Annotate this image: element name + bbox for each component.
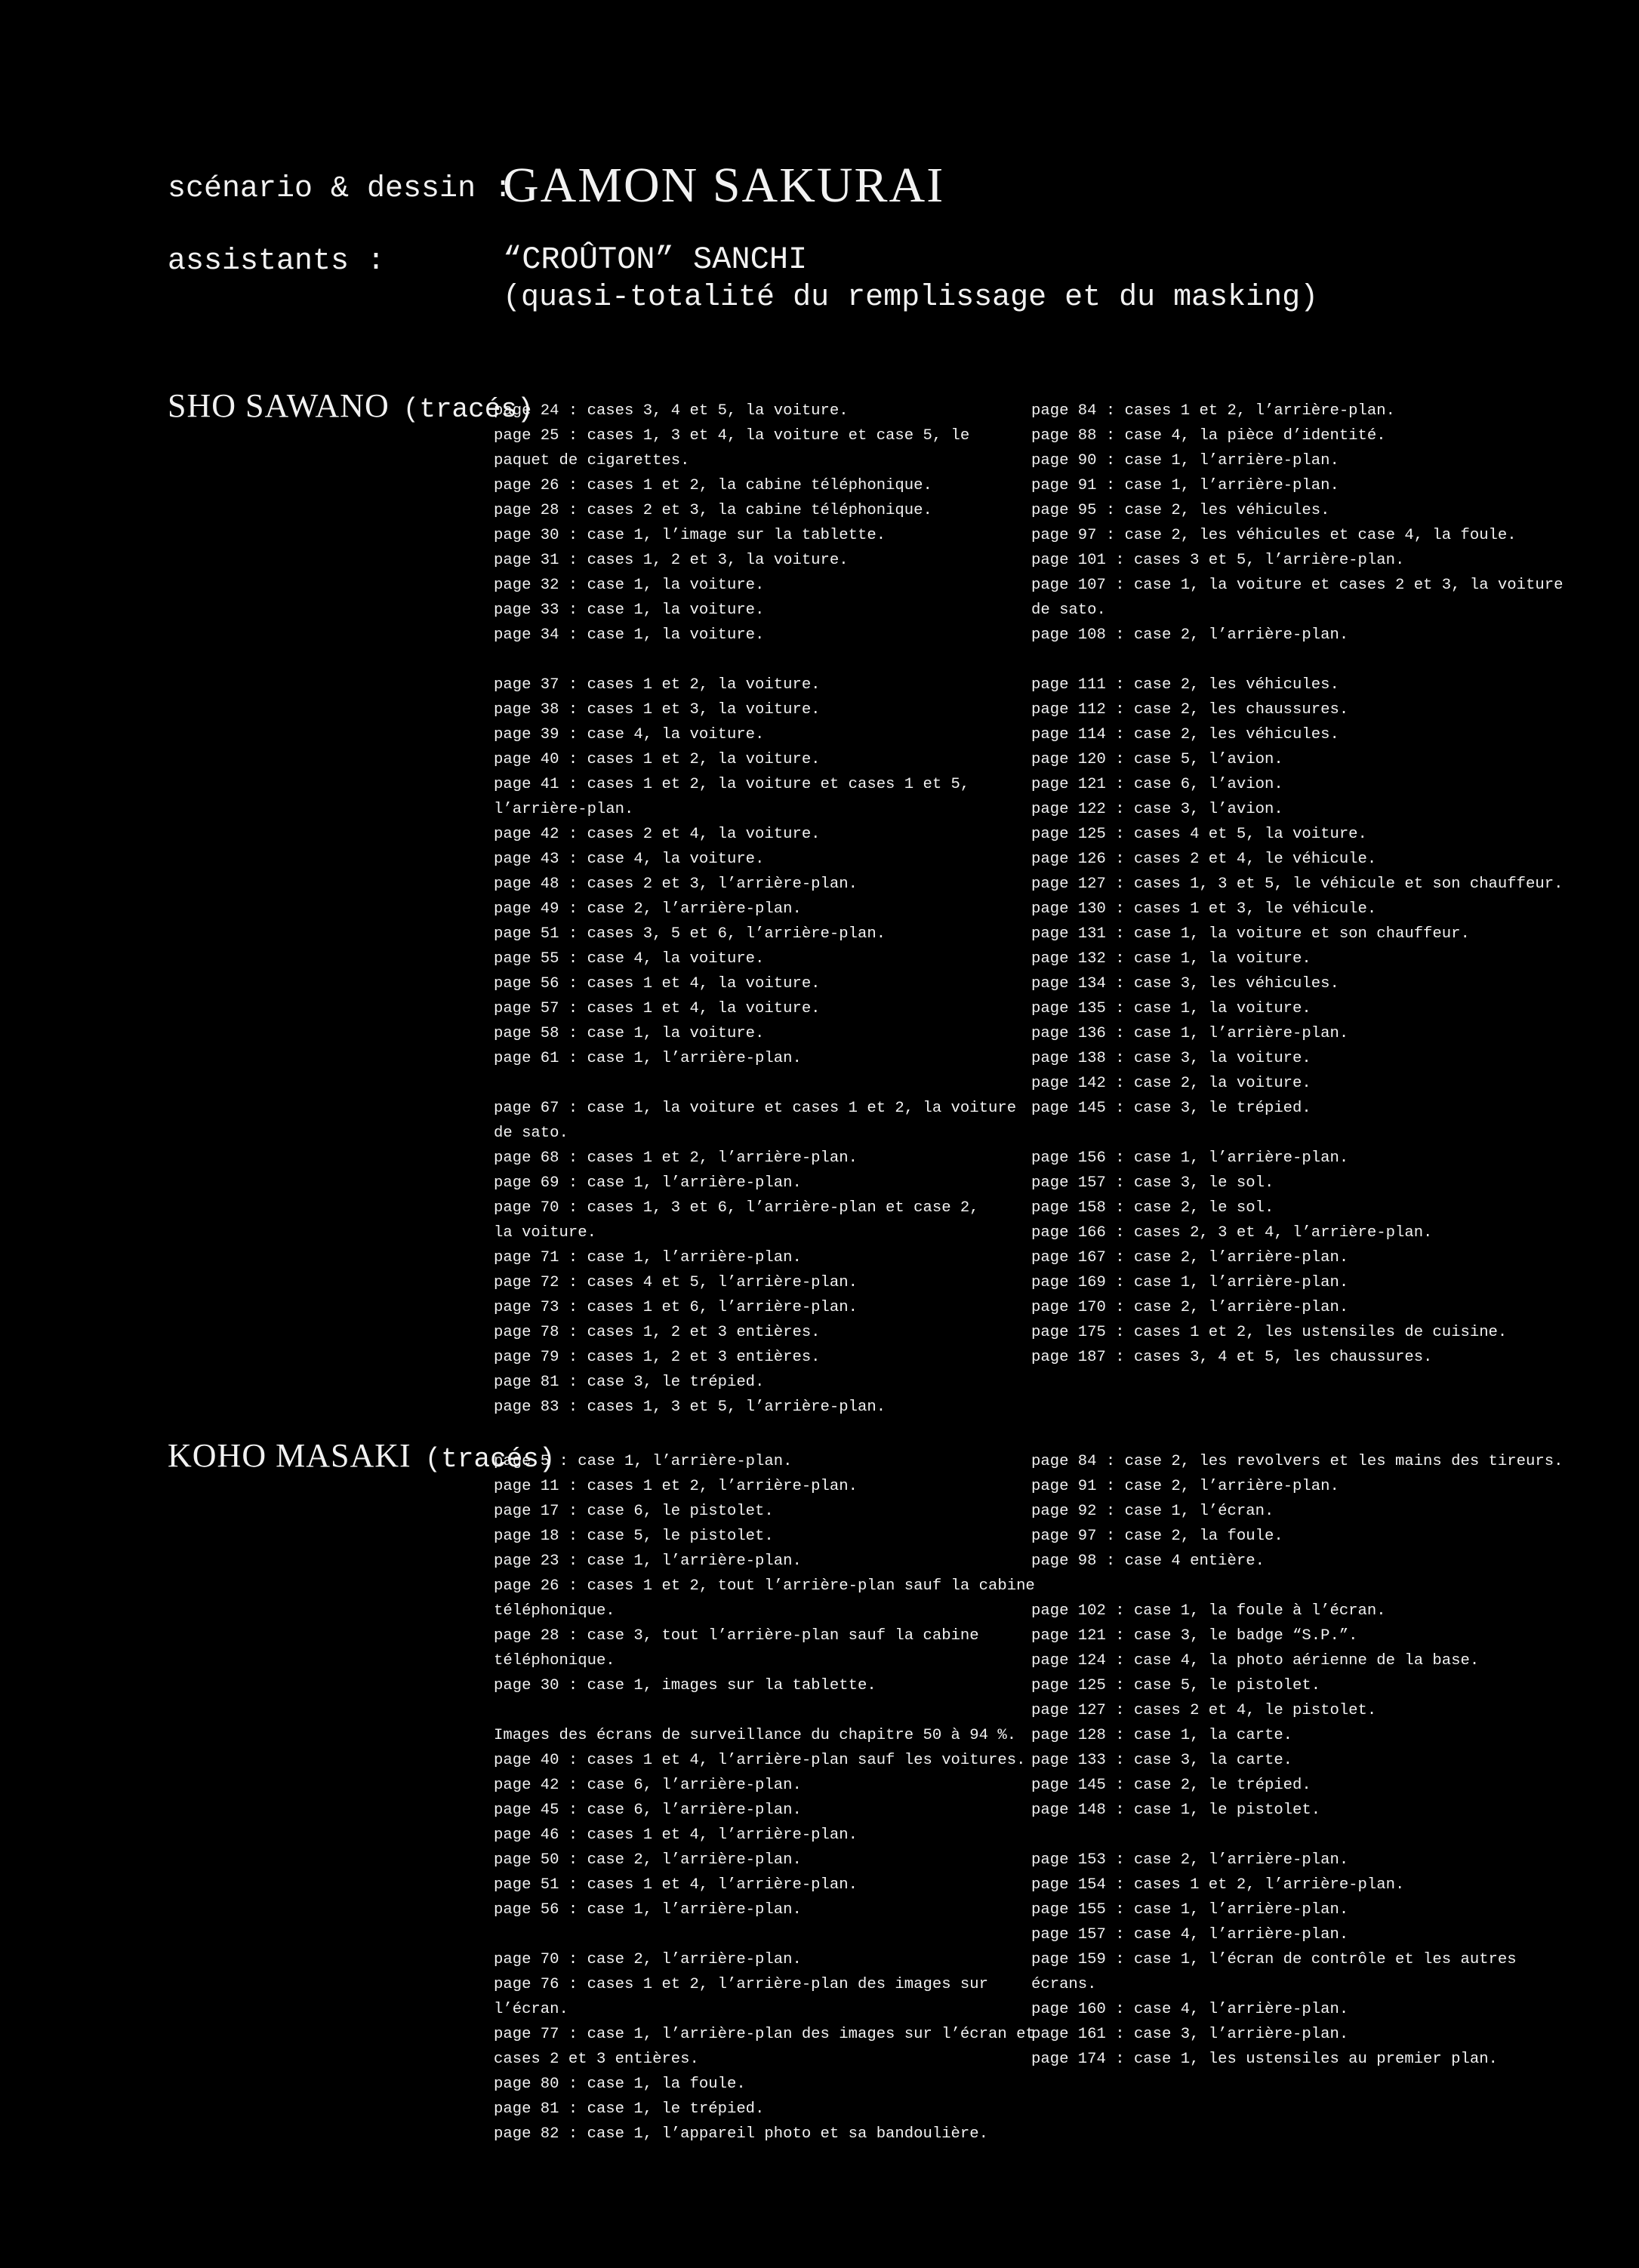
koho-masaki-right-column <box>1031 1449 1605 2072</box>
credit-line: page 56 : case 1, l’arrière-plan. <box>494 1901 802 1919</box>
credit-line: page 37 : cases 1 et 2, la voiture. <box>494 676 821 694</box>
credit-line: page 122 : case 3, l’avion. <box>1031 801 1283 818</box>
credit-line: page 166 : cases 2, 3 et 4, l’arrière-plan. <box>1031 1224 1433 1242</box>
credit-line: page 175 : cases 1 et 2, les ustensiles de cuisine. <box>1031 1324 1508 1341</box>
credit-line: page 169 : case 1, l’arrière-plan. <box>1031 1274 1349 1291</box>
credit-line: l’écran. <box>494 2001 568 2018</box>
credit-line: page 114 : case 2, les véhicules. <box>1031 726 1339 743</box>
credit-line: page 40 : cases 1 et 4, l’arrière-plan sauf les voitures. <box>494 1752 1026 1769</box>
credit-line: page 125 : case 5, le pistolet. <box>1031 1677 1321 1694</box>
credit-line: page 84 : case 2, les revolvers et les mains des tireurs. <box>1031 1453 1564 1470</box>
credit-line: page 51 : cases 3, 5 et 6, l’arrière-plan. <box>494 925 886 943</box>
credit-line: page 90 : case 1, l’arrière-plan. <box>1031 452 1339 469</box>
spacer <box>494 1071 1015 1096</box>
credit-line: page 112 : case 2, les chaussures. <box>1031 701 1349 719</box>
credit-line: page 187 : cases 3, 4 et 5, les chaussures. <box>1031 1349 1433 1366</box>
credit-line: page 41 : cases 1 et 2, la voiture et cases 1 et 5, <box>494 776 970 793</box>
credit-line: page 61 : case 1, l’arrière-plan. <box>494 1050 802 1067</box>
credit-line: page 145 : case 3, le trépied. <box>1031 1100 1311 1117</box>
credit-line: page 30 : case 1, l’image sur la tablette. <box>494 527 886 544</box>
credit-line: page 157 : case 3, le sol. <box>1031 1174 1274 1192</box>
credit-line: paquet de cigarettes. <box>494 452 690 469</box>
credit-line: page 26 : cases 1 et 2, la cabine téléphonique. <box>494 477 932 494</box>
spacer <box>1031 1574 1605 1599</box>
credit-line: page 124 : case 4, la photo aérienne de la base. <box>1031 1652 1480 1669</box>
credit-line: page 23 : case 1, l’arrière-plan. <box>494 1553 802 1570</box>
credit-line: page 80 : case 1, la foule. <box>494 2076 746 2093</box>
credit-line: page 132 : case 1, la voiture. <box>1031 950 1311 968</box>
credit-line: page 153 : case 2, l’arrière-plan. <box>1031 1851 1349 1869</box>
credit-line: page 101 : cases 3 et 5, l’arrière-plan. <box>1031 552 1405 569</box>
credit-line: page 70 : case 2, l’arrière-plan. <box>494 1951 802 1968</box>
credit-line: page 160 : case 4, l’arrière-plan. <box>1031 2001 1349 2018</box>
credit-line: page 148 : case 1, le pistolet. <box>1031 1802 1321 1819</box>
credit-line: page 107 : case 1, la voiture et cases 2 et 3, la voiture <box>1031 577 1564 594</box>
credit-line: page 142 : case 2, la voiture. <box>1031 1075 1311 1092</box>
section-name: SHO SAWANO <box>168 387 390 424</box>
spacer <box>1031 1823 1605 1848</box>
credit-line: page 127 : cases 2 et 4, le pistolet. <box>1031 1702 1377 1719</box>
credit-line: page 126 : cases 2 et 4, le véhicule. <box>1031 851 1377 868</box>
credit-line: page 70 : cases 1, 3 et 6, l’arrière-plan et case 2, <box>494 1199 979 1217</box>
credit-line: l’arrière-plan. <box>494 801 634 818</box>
credit-line: page 34 : case 1, la voiture. <box>494 626 765 644</box>
credit-line: page 33 : case 1, la voiture. <box>494 602 765 619</box>
credit-line: page 77 : case 1, l’arrière-plan des images sur l’écran et <box>494 2026 1035 2043</box>
credit-line: page 48 : cases 2 et 3, l’arrière-plan. <box>494 876 858 893</box>
credit-line: page 158 : case 2, le sol. <box>1031 1199 1274 1217</box>
credit-line: page 28 : cases 2 et 3, la cabine téléphonique. <box>494 502 932 519</box>
credit-line: page 46 : cases 1 et 4, l’arrière-plan. <box>494 1826 858 1844</box>
author-name: GAMON SAKURAI <box>503 158 945 213</box>
credit-line: page 83 : cases 1, 3 et 5, l’arrière-plan. <box>494 1399 886 1416</box>
koho-masaki-left-column <box>494 1449 1035 2146</box>
scenario-label: scénario & dessin : <box>168 172 513 206</box>
credit-line: page 133 : case 3, la carte. <box>1031 1752 1293 1769</box>
credit-line: page 108 : case 2, l’arrière-plan. <box>1031 626 1349 644</box>
credit-line: page 30 : case 1, images sur la tablette. <box>494 1677 876 1694</box>
credit-line: page 102 : case 1, la foule à l’écran. <box>1031 1602 1386 1620</box>
assistant-name: “CROÛTON” SANCHI <box>503 242 808 278</box>
credit-line: page 49 : case 2, l’arrière-plan. <box>494 900 802 918</box>
sho-sawano-right-column <box>1031 399 1605 1370</box>
credit-line: page 18 : case 5, le pistolet. <box>494 1528 774 1545</box>
section-heading-sho-sawano <box>168 386 534 425</box>
credit-line: page 51 : cases 1 et 4, l’arrière-plan. <box>494 1876 858 1894</box>
credit-line: page 78 : cases 1, 2 et 3 entières. <box>494 1324 821 1341</box>
credit-line: page 84 : cases 1 et 2, l’arrière-plan. <box>1031 402 1395 420</box>
credit-line: page 73 : cases 1 et 6, l’arrière-plan. <box>494 1299 858 1316</box>
sho-sawano-left-column <box>494 399 1015 1420</box>
credit-line: page 174 : case 1, les ustensiles au premier plan. <box>1031 2051 1498 2068</box>
credit-line: page 24 : cases 3, 4 et 5, la voiture. <box>494 402 849 420</box>
credit-line: page 42 : cases 2 et 4, la voiture. <box>494 826 821 843</box>
credit-line: page 40 : cases 1 et 2, la voiture. <box>494 751 821 768</box>
credit-line: page 111 : case 2, les véhicules. <box>1031 676 1339 694</box>
credit-line: page 121 : case 6, l’avion. <box>1031 776 1283 793</box>
credit-line: page 43 : case 4, la voiture. <box>494 851 765 868</box>
spacer <box>494 1922 1015 1947</box>
section-name: KOHO MASAKI <box>168 1437 411 1474</box>
credit-line: de sato. <box>494 1125 568 1142</box>
credit-line: téléphonique. <box>494 1652 615 1669</box>
spacer <box>494 648 1015 672</box>
credit-line: page 135 : case 1, la voiture. <box>1031 1000 1311 1017</box>
credit-line: page 145 : case 2, le trépied. <box>1031 1777 1311 1794</box>
credit-line: Images des écrans de surveillance du chapitre 50 à 94 %. <box>494 1727 1017 1744</box>
credit-line: page 138 : case 3, la voiture. <box>1031 1050 1311 1067</box>
credit-line: page 155 : case 1, l’arrière-plan. <box>1031 1901 1349 1919</box>
credit-line: page 26 : cases 1 et 2, tout l’arrière-plan sauf la cabine <box>494 1577 1035 1595</box>
credit-line: page 82 : case 1, l’appareil photo et sa bandoulière. <box>494 2125 988 2143</box>
credit-line: page 17 : case 6, le pistolet. <box>494 1503 774 1520</box>
credit-line: page 161 : case 3, l’arrière-plan. <box>1031 2026 1349 2043</box>
credit-line: page 167 : case 2, l’arrière-plan. <box>1031 1249 1349 1266</box>
credit-line: page 58 : case 1, la voiture. <box>494 1025 765 1042</box>
spacer <box>1031 648 1605 672</box>
credit-line: de sato. <box>1031 602 1106 619</box>
credit-line: page 97 : case 2, les véhicules et case 4, la foule. <box>1031 527 1517 544</box>
credit-line: page 98 : case 4 entière. <box>1031 1553 1265 1570</box>
credit-line: page 42 : case 6, l’arrière-plan. <box>494 1777 802 1794</box>
credit-line: page 57 : cases 1 et 4, la voiture. <box>494 1000 821 1017</box>
spacer <box>494 1698 1015 1723</box>
section-role: (tracés) <box>402 394 534 425</box>
credit-line: page 159 : case 1, l’écran de contrôle et les autres <box>1031 1951 1517 1968</box>
credit-line: page 121 : case 3, le badge “S.P.”. <box>1031 1627 1358 1645</box>
credit-line: page 81 : case 1, le trépied. <box>494 2100 765 2118</box>
credit-line: page 25 : cases 1, 3 et 4, la voiture et case 5, le <box>494 427 970 445</box>
credit-line: page 76 : cases 1 et 2, l’arrière-plan des images sur <box>494 1976 988 1993</box>
credit-line: page 134 : case 3, les véhicules. <box>1031 975 1339 992</box>
assistants-label: assistants : <box>168 245 386 278</box>
section-role: (tracés) <box>424 1444 556 1475</box>
credit-line: page 67 : case 1, la voiture et cases 1 et 2, la voiture <box>494 1100 1017 1117</box>
credit-line: page 28 : case 3, tout l’arrière-plan sauf la cabine <box>494 1627 979 1645</box>
credit-line: page 69 : case 1, l’arrière-plan. <box>494 1174 802 1192</box>
credit-line: page 56 : cases 1 et 4, la voiture. <box>494 975 821 992</box>
credit-line: page 39 : case 4, la voiture. <box>494 726 765 743</box>
credit-line: page 125 : cases 4 et 5, la voiture. <box>1031 826 1367 843</box>
credit-line: page 97 : case 2, la foule. <box>1031 1528 1283 1545</box>
credit-line: page 32 : case 1, la voiture. <box>494 577 765 594</box>
credit-line: page 127 : cases 1, 3 et 5, le véhicule et son chauffeur. <box>1031 876 1564 893</box>
credit-line: page 92 : case 1, l’écran. <box>1031 1503 1274 1520</box>
credit-line: page 38 : cases 1 et 3, la voiture. <box>494 701 821 719</box>
credit-line: page 157 : case 4, l’arrière-plan. <box>1031 1926 1349 1943</box>
credit-line: page 50 : case 2, l’arrière-plan. <box>494 1851 802 1869</box>
credit-line: page 88 : case 4, la pièce d’identité. <box>1031 427 1386 445</box>
credit-line: page 95 : case 2, les véhicules. <box>1031 502 1330 519</box>
spacer <box>1031 1121 1605 1146</box>
credit-line: écrans. <box>1031 1976 1097 1993</box>
credit-line: page 130 : cases 1 et 3, le véhicule. <box>1031 900 1377 918</box>
credit-line: page 136 : case 1, l’arrière-plan. <box>1031 1025 1349 1042</box>
credit-line: page 11 : cases 1 et 2, l’arrière-plan. <box>494 1478 858 1495</box>
credit-line: cases 2 et 3 entières. <box>494 2051 699 2068</box>
credit-line: la voiture. <box>494 1224 596 1242</box>
credit-line: page 91 : case 1, l’arrière-plan. <box>1031 477 1339 494</box>
credit-line: page 128 : case 1, la carte. <box>1031 1727 1293 1744</box>
assistant-note: (quasi-totalité du remplissage et du masking) <box>503 281 1319 315</box>
credit-line: page 72 : cases 4 et 5, l’arrière-plan. <box>494 1274 858 1291</box>
credit-line: page 5 : case 1, l’arrière-plan. <box>494 1453 793 1470</box>
credit-line: page 71 : case 1, l’arrière-plan. <box>494 1249 802 1266</box>
credit-line: téléphonique. <box>494 1602 615 1620</box>
credit-line: page 79 : cases 1, 2 et 3 entières. <box>494 1349 821 1366</box>
credit-line: page 45 : case 6, l’arrière-plan. <box>494 1802 802 1819</box>
credit-line: page 55 : case 4, la voiture. <box>494 950 765 968</box>
credit-line: page 91 : case 2, l’arrière-plan. <box>1031 1478 1339 1495</box>
credit-line: page 156 : case 1, l’arrière-plan. <box>1031 1149 1349 1167</box>
credit-line: page 120 : case 5, l’avion. <box>1031 751 1283 768</box>
credit-line: page 154 : cases 1 et 2, l’arrière-plan. <box>1031 1876 1405 1894</box>
credit-line: page 81 : case 3, le trépied. <box>494 1374 765 1391</box>
credit-line: page 170 : case 2, l’arrière-plan. <box>1031 1299 1349 1316</box>
credit-line: page 31 : cases 1, 2 et 3, la voiture. <box>494 552 849 569</box>
credit-line: page 68 : cases 1 et 2, l’arrière-plan. <box>494 1149 858 1167</box>
credit-line: page 131 : case 1, la voiture et son chauffeur. <box>1031 925 1470 943</box>
